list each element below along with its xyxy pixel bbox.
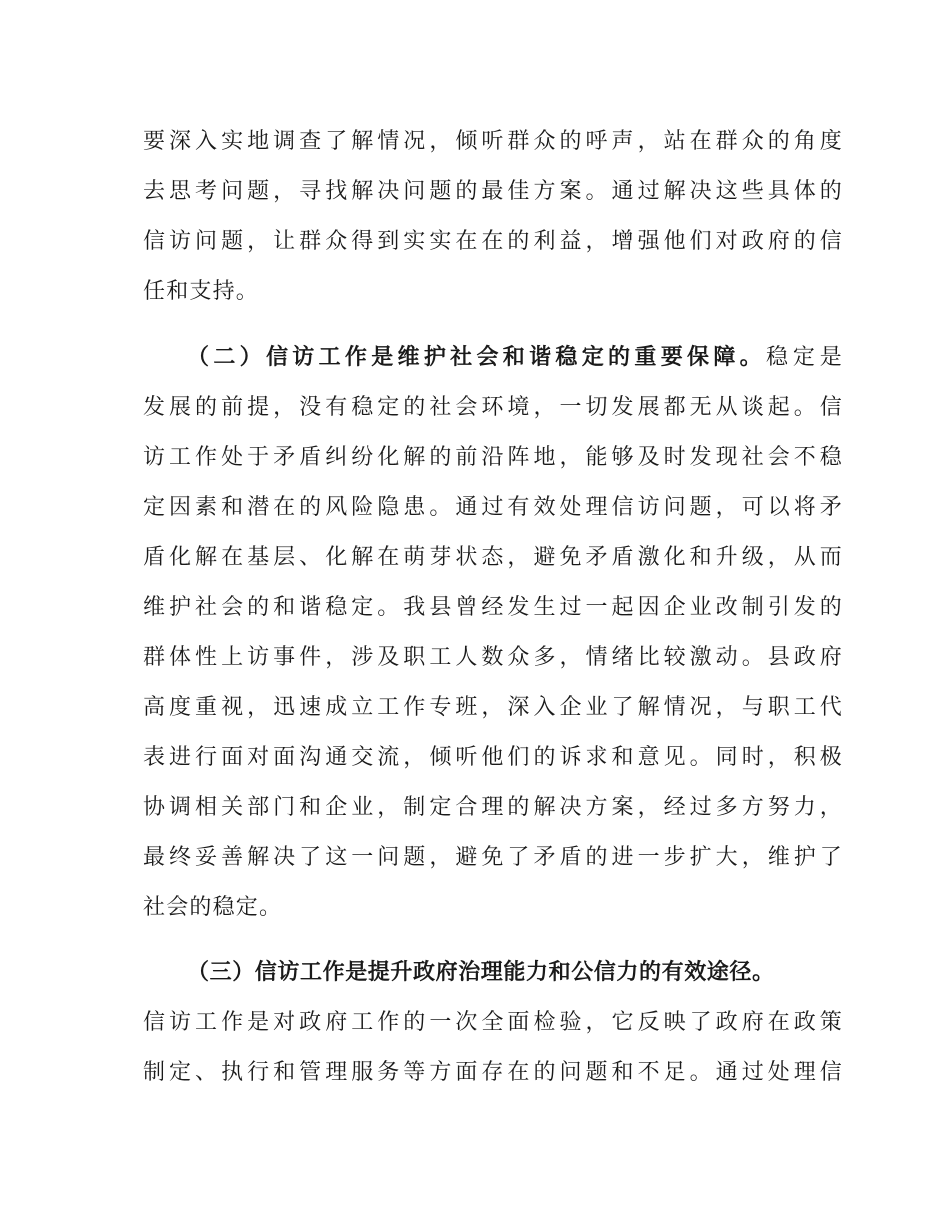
text-line: 维护社会的和谐稳定。我县曾经发生过一起因企业改制引发的 [143,595,843,620]
text-line: 最终妥善解决了这一问题，避免了矛盾的进一步扩大，维护了 [143,845,843,870]
section-heading-3: （三）信访工作是提升政府治理能力和公信力的有效途径。 [187,960,775,985]
text-line: 盾化解在基层、化解在萌芽状态，避免矛盾激化和升级，从而 [143,545,843,570]
text-line: 信访问题，让群众得到实实在在的利益，增强他们对政府的信 [143,229,843,254]
text-line: 去思考问题，寻找解决问题的最佳方案。通过解决这些具体的 [143,179,843,204]
text-line: 定因素和潜在的风险隐患。通过有效处理信访问题，可以将矛 [143,495,843,520]
text-line: 发展的前提，没有稳定的社会环境，一切发展都无从谈起。信 [143,395,843,420]
text-line: 协调相关部门和企业，制定合理的解决方案，经过多方努力， [143,795,843,820]
text-line: 群体性上访事件，涉及职工人数众多，情绪比较激动。县政府 [143,645,843,670]
text-line: 任和支持。 [143,279,260,304]
text-line: 表进行面对面沟通交流，倾听他们的诉求和意见。同时，积极 [143,745,843,770]
section-heading-2: （二）信访工作是维护社会和谐稳定的重要保障。 [187,345,766,370]
text-line: 信访工作是对政府工作的一次全面检验，它反映了政府在政策 [143,1010,843,1035]
text-line: 制定、执行和管理服务等方面存在的问题和不足。通过处理信 [143,1060,843,1085]
text-line: 要深入实地调查了解情况，倾听群众的呼声，站在群众的角度 [143,129,843,154]
section-heading-line [187,338,843,378]
section-heading-line [187,953,843,993]
section-heading-2-rest: 稳定是 [765,345,844,370]
text-line: 社会的稳定。 [143,895,283,920]
text-line: 访工作处于矛盾纠纷化解的前沿阵地，能够及时发现社会不稳 [143,445,843,470]
text-line: 高度重视，迅速成立工作专班，深入企业了解情况，与职工代 [143,695,843,720]
